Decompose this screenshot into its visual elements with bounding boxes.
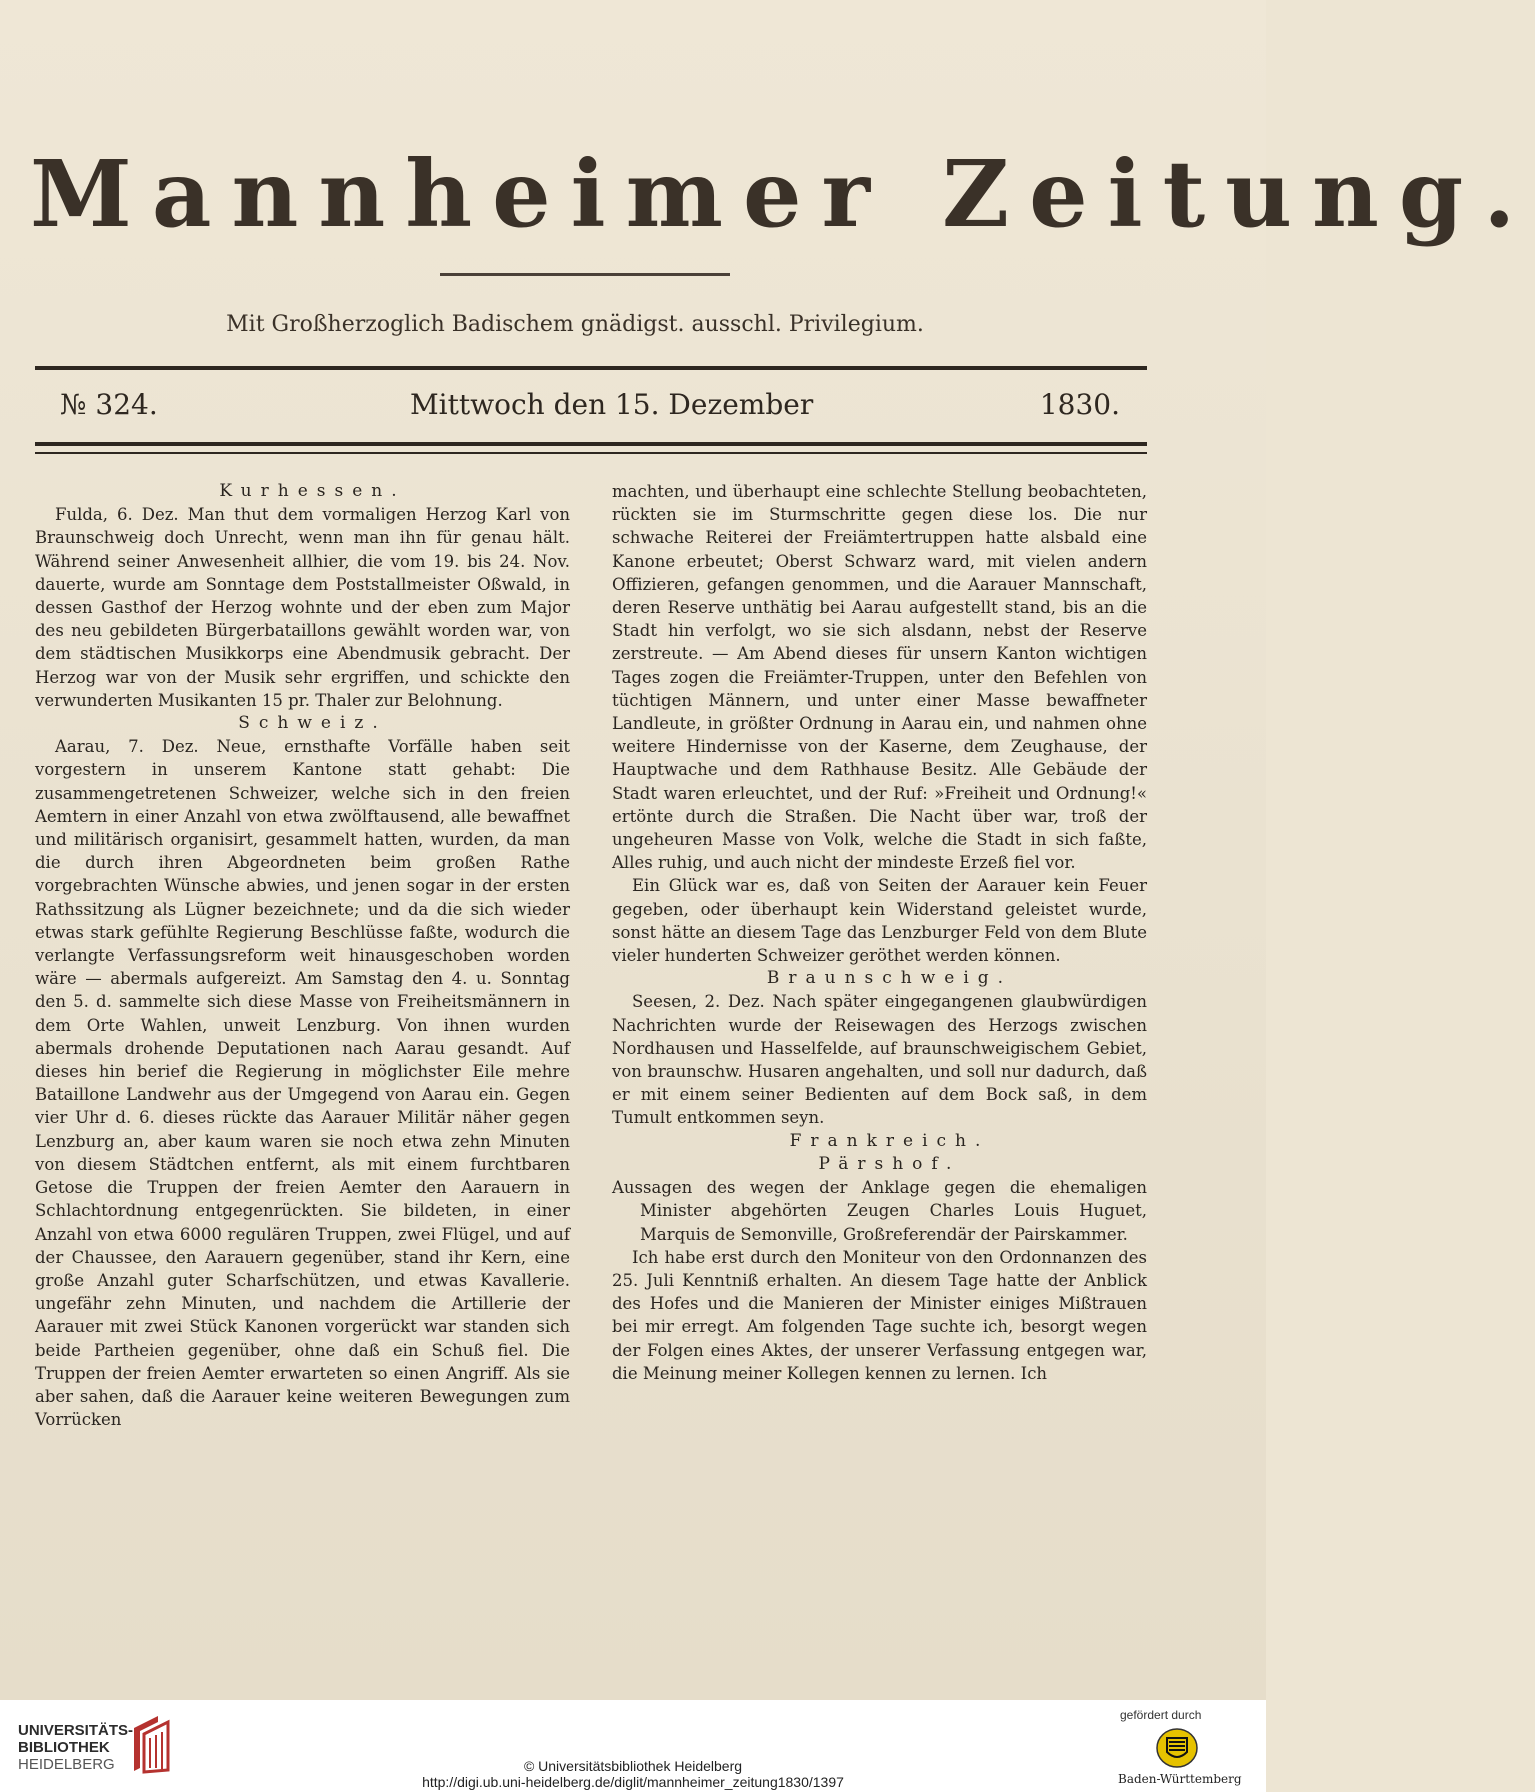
issue-line xyxy=(60,388,1120,428)
top-rule xyxy=(35,366,1147,370)
masthead-title: Mannheimer Zeitung. xyxy=(30,140,1535,248)
library-name-line1: UNIVERSITÄTS- xyxy=(18,1722,134,1739)
permalink[interactable]: http://digi.ub.uni-heidelberg.de/diglit/mannheimer_zeitung1830/1397 xyxy=(422,1774,844,1790)
article-testimony: Ich habe erst durch den Moniteur von den Ordonnanzen des 25. Juli Kenntniß erhalten. An diesem Tage hatte der Anblick des Hofes und die Manieren der Minister einiges Mißtrauen bei mir erregt. Am folgenden Tage suchte ich, besorgt wegen der Folgen eines Aktes, der unserer Verfassung entgegen war, die Meinung meiner Kollegen kennen zu lernen. Ich xyxy=(612,1247,1147,1383)
privilege-line: Mit Großherzoglich Badischem gnädigst. ausschl. Privilegium. xyxy=(226,312,924,337)
article-seesen: Seesen, 2. Dez. Nach später eingegangenen glaubwürdigen Nachrichten wurde der Reisewagen des Herzogs zwischen Nordhausen und Hasselfelde, auf braunschweigischem Gebiet, von braunschw. Husaren angehalten, und soll nur dadurch, daß er mit einem seiner Bedienten auf dem Bock saß, in dem Tumult entkommen seyn. xyxy=(612,992,1147,1128)
issue-number: № 324. xyxy=(60,388,158,421)
section-heading-kurhessen: Kurhessen. xyxy=(219,481,406,501)
section-heading-frankreich: Frankreich. xyxy=(789,1130,990,1151)
sponsor-name: Baden-Württemberg xyxy=(1118,1772,1242,1786)
issue-year: 1830. xyxy=(1039,388,1120,421)
article-fulda: Fulda, 6. Dez. Man thut dem vormaligen Herzog Karl von Braunschweig doch Unrecht, wenn man ihn für genau hält. Während seiner Anwesenheit allhier, die vom 19. bis 24. Nov. dauerte, wurde am Sonntage dem Poststallmeister Oßwald, in dessen Gasthof der Herzog wohnte und der eben zum Major des neu gebildeten Bürgerbataillons gewählt worden war, von dem städtischen Musikkorps eine Abendmusik gebracht. Der Herzog war von der Musik sehr ergriffen, und schickte den verwunderten Musikanten 15 pr. Thaler zur Belohnung. xyxy=(35,505,570,710)
library-name-line3: HEIDELBERG xyxy=(18,1756,115,1773)
article-aarau-conclusion: Ein Glück war es, daß von Seiten der Aarauer kein Feuer gegeben, oder überhaupt kein Widerstand geleistet wurde, sonst hätte an diesem Tage das Lenzburger Feld von dem Blute vieler hunderten Schweizer geröthet werden können. xyxy=(612,876,1147,966)
section-heading-braunschweig: Braunschweig. xyxy=(766,968,1013,989)
funded-by-label: gefördert durch xyxy=(1120,1708,1202,1722)
baden-wuerttemberg-emblem-icon xyxy=(1155,1726,1199,1770)
left-column xyxy=(35,480,570,1431)
copyright-notice: © Universitätsbibliothek Heidelberg xyxy=(523,1758,743,1774)
subheading-pairshof: Pärshof. xyxy=(818,1153,961,1174)
article-aarau: Aarau, 7. Dez. Neue, ernsthafte Vorfälle haben seit vorgestern in unserem Kantone statt gehabt: Die zusammengetretenen Schweizer, welche sich in den freien Aemtern in einer Anzahl von etwa zwölftausend, alle bewaffnet und militärisch organisirt, gesammelt hatten, wurden, da man die durch ihren Abgeordneten beim großen Rathe vorgebrachten Wünsche abwies, und jenen sogar in der ersten Rathssitzung als Lügner bezeichnete; und da die sich wieder etwas stark gefühlte Regierung Beschlüsse faßte, wodurch die verlangte Verfassungsreform weit hinausgeschoben worden wäre — abermals aufgereizt. Am Samstag den 4. u. Sonntag den 5. d. sammelte sich diese Masse von Freiheitsmännern in dem Orte Wahlen, unweit Lenzburg. Von ihnen wurden abermals drohende Deputationen nach Aarau gesandt. Auf dieses hin berief die Regierung in möglichster Eile mehre Bataillone Landwehr aus der Umgegend von Aarau ein. Gegen vier Uhr d. 6. dieses rückte das Aarauer Militär näher gegen Lenzburg an, aber kaum waren sie noch etwa zehn Minuten von diesem Städtchen entfernt, als mit einem furchtbaren Getose die Truppen der freien Aemter den Aarauern in Schlachtordnung entgegenrückten. Sie bildeten, in einer Anzahl von etwa 6000 regulären Truppen, zwei Flügel, und auf der Chaussee, den Aarauern gegenüber, stand ihr Kern, eine große Anzahl guter Scharfschützen, und etwas Kavallerie. ungefähr zehn Minuten, und nachdem die Artillerie der Aarauer mit zwei Stück Kanonen vorgerückt war standen sich beide Partheien gegenüber, ohne daß ein Schuß fiel. Die Truppen der freien Aemter erwarteten so einen Angriff. Als sie aber sahen, daß die Aarauer keine weiteren Bewegungen zum Vorrücken xyxy=(35,737,570,1430)
section-heading-schweiz: Schweiz. xyxy=(238,713,387,734)
issue-rule xyxy=(35,442,1147,454)
issue-date: Mittwoch den 15. Dezember xyxy=(410,388,814,421)
article-testimony-title: Aussagen des wegen der Anklage gegen die ehemaligen Minister abgehörten Zeugen Charles Louis Huguet, Marquis de Semonville, Großreferendär der Pairskammer. xyxy=(612,1178,1147,1244)
library-name-line2: BIBLIOTHEK xyxy=(18,1739,110,1756)
right-column xyxy=(612,480,1147,1385)
article-aarau-continued: machten, und überhaupt eine schlechte Stellung beobachteten, rückten sie im Sturmschritte gegen diese los. Die nur schwache Reiterei der Freiämtertruppen hatte alsbald eine Kanone erbeutet; Oberst Schwarz ward, mit vielen andern Offizieren, gefangen genommen, und die Aarauer Mannschaft, deren Reserve unthätig bei Aarau aufgestellt stand, bis an die Stadt hin verfolgt, wo sie sich alsdann, nebst der Reserve zerstreute. — Am Abend dieses für unsern Kanton wichtigen Tages zogen die Freiämter-Truppen, unter den Befehlen von tüchtigen Männern, und unter einer Masse bewaffneter Landleute, in größter Ordnung in Aarau ein, und nahmen ohne weitere Hindernisse von der Kaserne, dem Zeughause, der Hauptwache und dem Rathhause Besitz. Alle Gebäude der Stadt waren erleuchtet, und der Ruf: »Freiheit und Ordnung!« ertönte durch die Straßen. Die Nacht über war, troß der ungeheuren Masse von Volk, welche die Stadt in sich faßte, Alles ruhig, und auch nicht der mindeste Erzeß fiel vor. xyxy=(612,482,1147,873)
masthead-divider xyxy=(440,273,730,276)
